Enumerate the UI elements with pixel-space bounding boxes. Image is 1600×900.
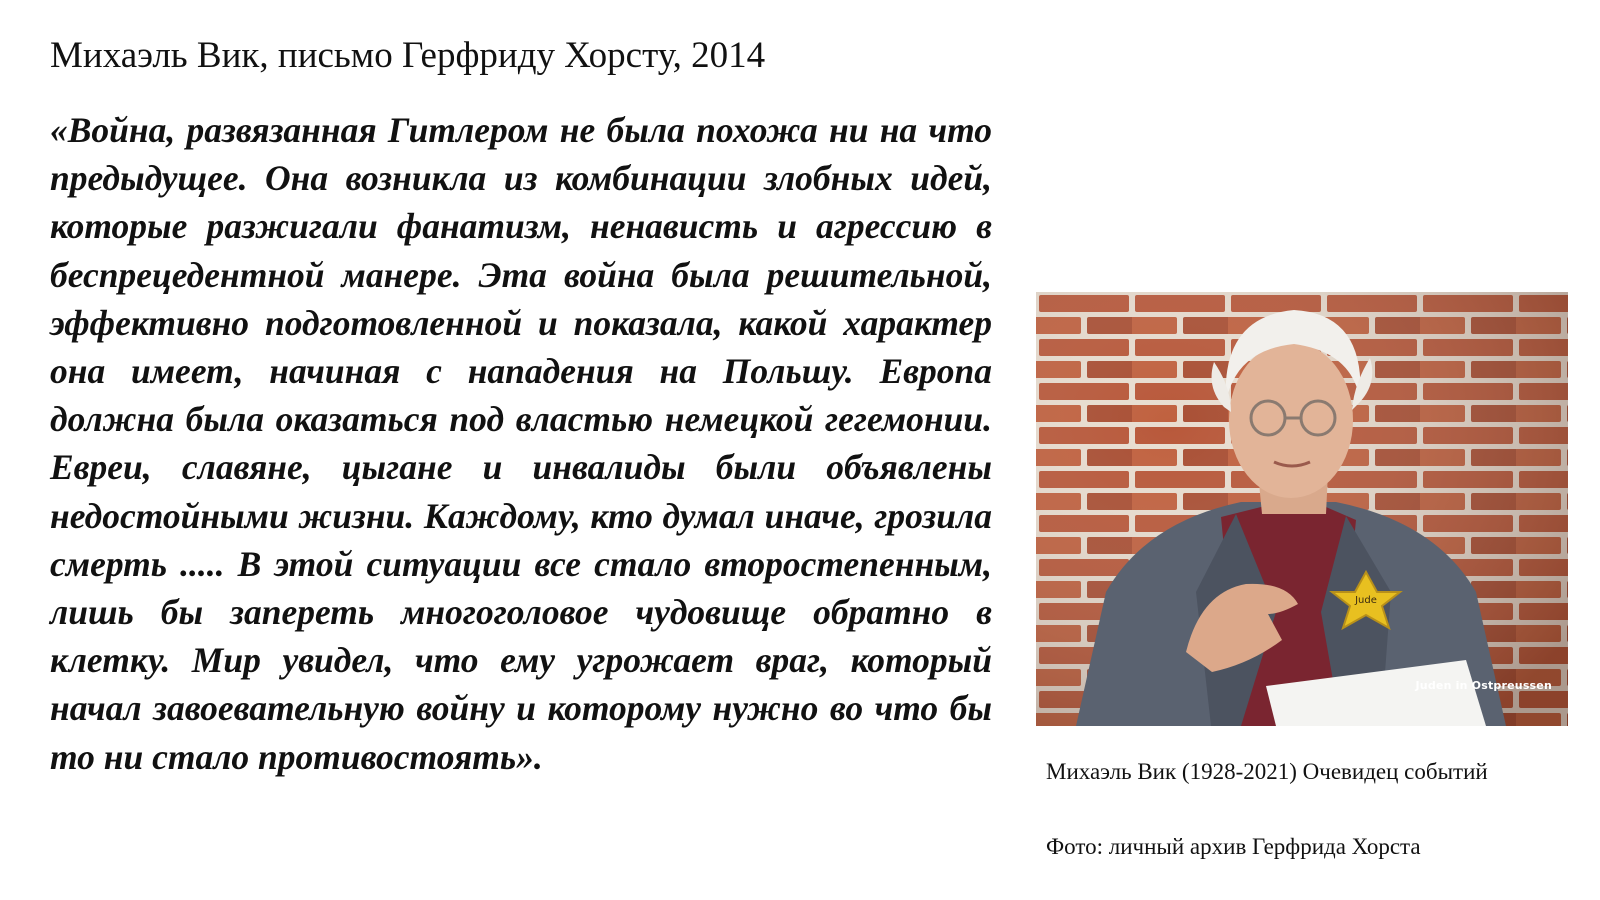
portrait-photo <box>1036 292 1568 726</box>
quote-text: «Война, развязанная Гитлером не была похожа ни на что предыдущее. Она возникла из комбинации злобных идей, которые разжигали фанатизм, ненависть и агрессию в беспрецедентной манере. Эта война была решительной, эффективно подготовленной и показала, какой характер она имеет, начиная с нападения на Польшу. Европа должна была оказаться под властью немецкой гегемонии. Евреи, славяне, цыгане и инвалиды были объявлены недостойными жизни. Каждому, кто думал иначе, грозила смерть ..... В этой ситуации все стало второстепенным, лишь бы запереть многоголовое чудовище обратно в клетку. Мир увидел, что ему угрожает враг, который начал завоевательную войну и которому нужно во что бы то ни стало противостоять». <box>50 110 992 777</box>
photo-watermark: Juden in Ostpreussen <box>1415 679 1552 692</box>
slide-title: Михаэль Вик, письмо Герфриду Хорсту, 2014 <box>50 35 766 76</box>
star-badge-text: Jude <box>1355 595 1377 606</box>
portrait-illustration <box>1036 292 1568 726</box>
photo-caption: Михаэль Вик (1928-2021) Очевидец событий <box>1046 759 1488 784</box>
photo-credit: Фото: личный архив Герфрида Хорста <box>1046 834 1421 859</box>
